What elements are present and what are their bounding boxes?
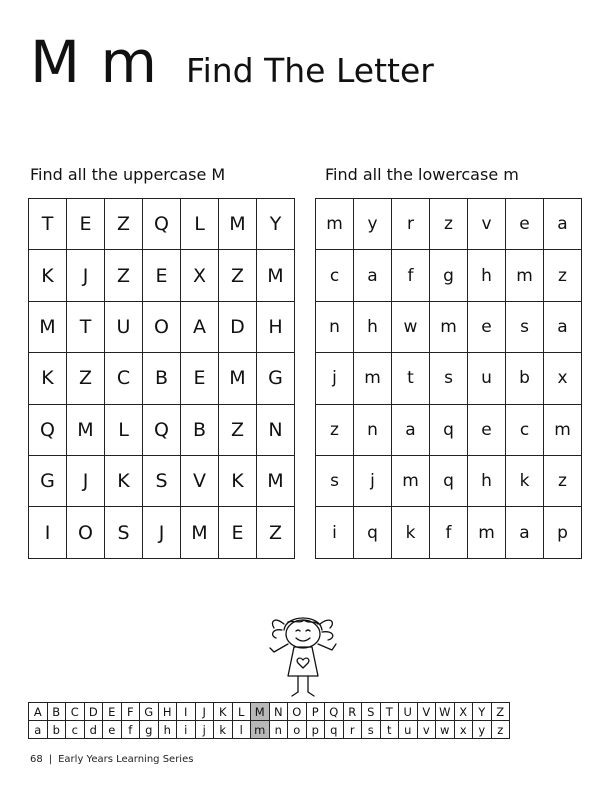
letter-cell[interactable]: N bbox=[257, 404, 295, 455]
alphabet-lower-cell: w bbox=[436, 721, 455, 739]
letter-cell[interactable]: A bbox=[181, 301, 219, 352]
alphabet-lower-cell: v bbox=[417, 721, 436, 739]
alphabet-upper-cell: M bbox=[251, 703, 270, 721]
letter-cell[interactable]: M bbox=[219, 353, 257, 404]
alphabet-lower-cell: p bbox=[306, 721, 325, 739]
alphabet-lower-cell: i bbox=[177, 721, 196, 739]
letter-cell[interactable]: E bbox=[181, 353, 219, 404]
letter-cell[interactable]: q bbox=[354, 507, 392, 558]
letter-cell[interactable]: y bbox=[354, 199, 392, 250]
letter-cell[interactable]: i bbox=[316, 507, 354, 558]
alphabet-lower-cell: c bbox=[66, 721, 85, 739]
letter-cell[interactable]: M bbox=[219, 199, 257, 250]
letter-cell[interactable]: S bbox=[143, 455, 181, 506]
alphabet-upper-cell: P bbox=[306, 703, 325, 721]
alphabet-lower-cell: e bbox=[103, 721, 122, 739]
letter-cell[interactable]: a bbox=[506, 507, 544, 558]
letter-cell[interactable]: B bbox=[181, 404, 219, 455]
letter-cell[interactable]: m bbox=[430, 301, 468, 352]
letter-cell[interactable]: U bbox=[105, 301, 143, 352]
letter-cell[interactable]: n bbox=[354, 404, 392, 455]
lowercase-grid-row bbox=[316, 507, 582, 558]
letter-cell[interactable]: M bbox=[257, 250, 295, 301]
uppercase-grid-row bbox=[29, 507, 295, 558]
alphabet-upper-cell: D bbox=[84, 703, 103, 721]
letter-cell[interactable]: S bbox=[105, 507, 143, 558]
alphabet-upper-cell: X bbox=[454, 703, 473, 721]
letter-cell[interactable]: I bbox=[29, 507, 67, 558]
letter-cell[interactable]: a bbox=[392, 404, 430, 455]
letter-cell[interactable]: z bbox=[430, 199, 468, 250]
alphabet-upper-cell: T bbox=[380, 703, 399, 721]
alphabet-upper-cell: L bbox=[232, 703, 251, 721]
alphabet-lower-cell: m bbox=[251, 721, 270, 739]
uppercase-grid-row bbox=[29, 404, 295, 455]
alphabet-upper-cell: K bbox=[214, 703, 233, 721]
letter-cell[interactable]: Z bbox=[105, 199, 143, 250]
letter-cell[interactable]: a bbox=[544, 199, 582, 250]
letter-cell[interactable]: m bbox=[544, 404, 582, 455]
letter-cell[interactable]: a bbox=[354, 250, 392, 301]
letter-cell[interactable]: C bbox=[105, 353, 143, 404]
letter-cell[interactable]: J bbox=[67, 250, 105, 301]
letter-cell[interactable]: Q bbox=[29, 404, 67, 455]
letter-cell[interactable]: s bbox=[506, 301, 544, 352]
alphabet-upper-cell: W bbox=[436, 703, 455, 721]
lowercase-grid-row bbox=[316, 301, 582, 352]
letter-cell[interactable]: h bbox=[468, 250, 506, 301]
alphabet-lower-cell: l bbox=[232, 721, 251, 739]
alphabet-upper-cell: U bbox=[399, 703, 418, 721]
letter-cell[interactable]: B bbox=[143, 353, 181, 404]
letter-cell[interactable]: G bbox=[29, 455, 67, 506]
alphabet-lower-cell: j bbox=[195, 721, 214, 739]
letter-cell[interactable]: M bbox=[181, 507, 219, 558]
alphabet-upper-cell: F bbox=[121, 703, 140, 721]
letter-cell[interactable]: O bbox=[67, 507, 105, 558]
letter-cell[interactable]: E bbox=[143, 250, 181, 301]
letter-cell[interactable]: m bbox=[354, 353, 392, 404]
alphabet-lower-cell: f bbox=[121, 721, 140, 739]
uppercase-grid-row bbox=[29, 250, 295, 301]
letter-cell[interactable]: E bbox=[67, 199, 105, 250]
letter-cell[interactable]: H bbox=[257, 301, 295, 352]
alphabet-upper-cell: V bbox=[417, 703, 436, 721]
letter-cell[interactable]: D bbox=[219, 301, 257, 352]
letter-cell[interactable]: j bbox=[354, 455, 392, 506]
alphabet-upper-cell: C bbox=[66, 703, 85, 721]
footer-separator: | bbox=[48, 754, 53, 765]
alphabet-lower-cell: b bbox=[47, 721, 66, 739]
letter-cell[interactable]: a bbox=[544, 301, 582, 352]
letter-cell[interactable]: L bbox=[105, 404, 143, 455]
alphabet-lower-cell: z bbox=[491, 721, 510, 739]
letter-cell[interactable]: q bbox=[430, 455, 468, 506]
letter-cell[interactable]: s bbox=[316, 455, 354, 506]
letter-cell[interactable]: J bbox=[143, 507, 181, 558]
letter-cell[interactable]: M bbox=[29, 301, 67, 352]
uppercase-grid-row bbox=[29, 353, 295, 404]
alphabet-lower-row bbox=[29, 721, 510, 739]
letter-cell[interactable]: m bbox=[316, 199, 354, 250]
alphabet-upper-cell: I bbox=[177, 703, 196, 721]
letter-cell[interactable]: w bbox=[392, 301, 430, 352]
letter-cell[interactable]: p bbox=[544, 507, 582, 558]
lowercase-instruction: Find all the lowercase m bbox=[325, 165, 519, 184]
alphabet-upper-cell: O bbox=[288, 703, 307, 721]
letter-cell[interactable]: X bbox=[181, 250, 219, 301]
letter-cell[interactable]: j bbox=[316, 353, 354, 404]
alphabet-lower-cell: h bbox=[158, 721, 177, 739]
uppercase-grid-row bbox=[29, 455, 295, 506]
page-title: Find The Letter bbox=[186, 51, 434, 90]
alphabet-upper-row bbox=[29, 703, 510, 721]
letter-cell[interactable]: K bbox=[105, 455, 143, 506]
alphabet-lower-cell: o bbox=[288, 721, 307, 739]
alphabet-lower-cell: s bbox=[362, 721, 381, 739]
alphabet-upper-cell: Z bbox=[491, 703, 510, 721]
letter-cell[interactable]: x bbox=[544, 353, 582, 404]
letter-cell[interactable]: r bbox=[392, 199, 430, 250]
letter-cell[interactable]: Z bbox=[219, 404, 257, 455]
letter-cell[interactable]: O bbox=[143, 301, 181, 352]
alphabet-lower-cell: u bbox=[399, 721, 418, 739]
letter-cell[interactable]: Z bbox=[105, 250, 143, 301]
letter-cell[interactable]: u bbox=[468, 353, 506, 404]
lowercase-grid-row bbox=[316, 455, 582, 506]
alphabet-upper-cell: R bbox=[343, 703, 362, 721]
alphabet-upper-cell: Y bbox=[473, 703, 492, 721]
alphabet-upper-cell: H bbox=[158, 703, 177, 721]
alphabet-upper-cell: E bbox=[103, 703, 122, 721]
title-letters: M m bbox=[30, 28, 158, 96]
letter-cell[interactable]: f bbox=[430, 507, 468, 558]
letter-cell[interactable]: K bbox=[29, 353, 67, 404]
letter-cell[interactable]: e bbox=[506, 199, 544, 250]
alphabet-upper-cell: Q bbox=[325, 703, 344, 721]
alphabet-upper-cell: B bbox=[47, 703, 66, 721]
alphabet-lower-cell: d bbox=[84, 721, 103, 739]
alphabet-upper-cell: J bbox=[195, 703, 214, 721]
alphabet-lower-cell: n bbox=[269, 721, 288, 739]
letter-cell[interactable]: h bbox=[468, 455, 506, 506]
letter-cell[interactable]: k bbox=[392, 507, 430, 558]
letter-cell[interactable]: M bbox=[257, 455, 295, 506]
alphabet-lower-cell: k bbox=[214, 721, 233, 739]
alphabet-lower-cell: r bbox=[343, 721, 362, 739]
letter-cell[interactable]: z bbox=[544, 250, 582, 301]
letter-cell[interactable]: G bbox=[257, 353, 295, 404]
alphabet-upper-cell: N bbox=[269, 703, 288, 721]
letter-cell[interactable]: z bbox=[316, 404, 354, 455]
alphabet-lower-cell: t bbox=[380, 721, 399, 739]
alphabet-upper-cell: S bbox=[362, 703, 381, 721]
letter-cell[interactable]: T bbox=[67, 301, 105, 352]
lowercase-grid bbox=[315, 198, 582, 559]
letter-cell[interactable]: t bbox=[392, 353, 430, 404]
alphabet-upper-cell: G bbox=[140, 703, 159, 721]
letter-cell[interactable]: Z bbox=[219, 250, 257, 301]
uppercase-grid bbox=[28, 198, 295, 559]
letter-cell[interactable]: n bbox=[316, 301, 354, 352]
lowercase-grid-row bbox=[316, 250, 582, 301]
letter-cell[interactable]: b bbox=[506, 353, 544, 404]
lowercase-grid-row bbox=[316, 404, 582, 455]
letter-cell[interactable]: Z bbox=[67, 353, 105, 404]
letter-cell[interactable]: L bbox=[181, 199, 219, 250]
series-name: Early Years Learning Series bbox=[58, 754, 194, 765]
lowercase-grid-row bbox=[316, 199, 582, 250]
letter-cell[interactable]: e bbox=[468, 404, 506, 455]
letter-cell[interactable]: z bbox=[544, 455, 582, 506]
alphabet-lower-cell: x bbox=[454, 721, 473, 739]
uppercase-instruction: Find all the uppercase M bbox=[30, 165, 226, 184]
letter-cell[interactable]: k bbox=[506, 455, 544, 506]
letter-cell[interactable]: q bbox=[430, 404, 468, 455]
letter-cell[interactable]: T bbox=[29, 199, 67, 250]
letter-cell[interactable]: m bbox=[506, 250, 544, 301]
letter-cell[interactable]: Y bbox=[257, 199, 295, 250]
letter-cell[interactable]: f bbox=[392, 250, 430, 301]
letter-cell[interactable]: m bbox=[392, 455, 430, 506]
letter-cell[interactable]: K bbox=[219, 455, 257, 506]
letter-cell[interactable]: J bbox=[67, 455, 105, 506]
letter-cell[interactable]: Q bbox=[143, 199, 181, 250]
uppercase-grid-row bbox=[29, 199, 295, 250]
letter-cell[interactable]: h bbox=[354, 301, 392, 352]
alphabet-upper-cell: A bbox=[29, 703, 48, 721]
alphabet-lower-cell: q bbox=[325, 721, 344, 739]
letter-cell[interactable]: v bbox=[468, 199, 506, 250]
letter-cell[interactable]: K bbox=[29, 250, 67, 301]
letter-cell[interactable]: V bbox=[181, 455, 219, 506]
uppercase-grid-row bbox=[29, 301, 295, 352]
letter-cell[interactable]: e bbox=[468, 301, 506, 352]
letter-cell[interactable]: m bbox=[468, 507, 506, 558]
letter-cell[interactable]: M bbox=[67, 404, 105, 455]
letter-cell[interactable]: Z bbox=[257, 507, 295, 558]
alphabet-lower-cell: g bbox=[140, 721, 159, 739]
letter-cell[interactable]: c bbox=[316, 250, 354, 301]
girl-illustration bbox=[264, 610, 344, 702]
letter-cell[interactable]: s bbox=[430, 353, 468, 404]
alphabet-strip bbox=[28, 702, 510, 739]
alphabet-lower-cell: a bbox=[29, 721, 48, 739]
footer bbox=[30, 753, 193, 767]
letter-cell[interactable]: Q bbox=[143, 404, 181, 455]
letter-cell[interactable]: E bbox=[219, 507, 257, 558]
letter-cell[interactable]: c bbox=[506, 404, 544, 455]
lowercase-grid-row bbox=[316, 353, 582, 404]
alphabet-lower-cell: y bbox=[473, 721, 492, 739]
page-number: 68 bbox=[30, 754, 43, 765]
letter-cell[interactable]: g bbox=[430, 250, 468, 301]
